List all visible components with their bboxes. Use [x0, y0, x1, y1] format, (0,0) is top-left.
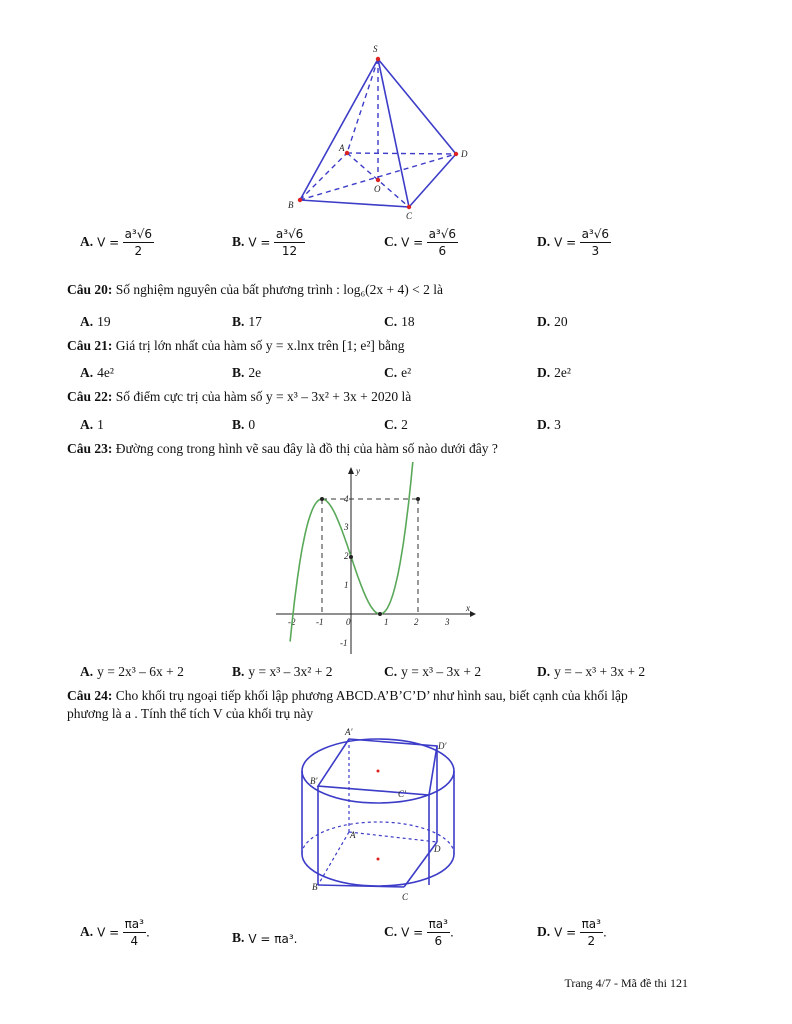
q21-option-a[interactable]: A. 4e² — [80, 365, 114, 380]
tick-y-3: 3 — [344, 522, 349, 532]
cyl-label-b1: B′ — [310, 776, 318, 786]
cyl-label-a1: A′ — [345, 727, 353, 737]
q19-option-b[interactable]: B. V = $\frac{\text{a³√6}}{12}$ — [232, 227, 304, 258]
tick-x-neg2: -2 — [288, 617, 296, 627]
cyl-label-d1: D′ — [438, 741, 447, 751]
q20-option-a[interactable]: A. 19 — [80, 314, 111, 329]
cyl-label-c: C — [402, 892, 409, 902]
q23-option-c[interactable]: C. y = x³ – 3x + 2 — [384, 664, 482, 679]
pyramid-label-a: A — [339, 143, 345, 153]
pyramid-figure — [280, 40, 480, 220]
q20-question: Câu 20: Số nghiệm nguyên của bất phương trình : log₆(2x + 4) < 2 là — [67, 282, 443, 297]
cyl-label-c1: C′ — [398, 789, 406, 799]
q24-option-c[interactable]: C. V = $\frac{\text{πa³}}{6}$ . — [384, 917, 454, 948]
page-footer: Trang 4/7 - Mã đề thi 121 — [564, 976, 688, 990]
cyl-label-a: A — [350, 830, 356, 840]
tick-x-2: 2 — [414, 617, 419, 627]
tick-x-0: 0 — [346, 617, 351, 627]
tick-y-neg1: -1 — [340, 638, 348, 648]
pyramid-label-b: B — [288, 200, 294, 210]
q24-option-a[interactable]: A. V = $\frac{\text{πa³}}{4}$ . — [80, 917, 150, 948]
q24-option-b[interactable]: B. V = πa³. — [232, 930, 298, 946]
q24-question-line1: Câu 24: Cho khối trụ ngoại tiếp khối lập phương ABCD.A’B’C’D’ như hình sau, biết cạnh của khối lập — [67, 688, 628, 703]
q23-option-b[interactable]: B. y = x³ – 3x² + 2 — [232, 664, 333, 679]
q22-option-b[interactable]: B. 0 — [232, 417, 256, 432]
q19-option-d[interactable]: D. V = $\frac{\text{a³√6}}{3}$ — [537, 227, 610, 258]
q23-option-a[interactable]: A. y = 2x³ – 6x + 2 — [80, 664, 184, 679]
cylinder-figure — [292, 724, 467, 906]
q20-option-b[interactable]: B. 17 — [232, 314, 262, 329]
q24-option-d[interactable]: D. V = $\frac{\text{πa³}}{2}$ . — [537, 917, 607, 948]
q22-option-c[interactable]: C. 2 — [384, 417, 408, 432]
q23-question: Câu 23: Đường cong trong hình vẽ sau đây là đồ thị của hàm số nào dưới đây ? — [67, 441, 498, 456]
tick-x-neg1: -1 — [316, 617, 324, 627]
q19-option-a[interactable]: A. V = $\frac{\text{a³√6}}{2}$ — [80, 227, 153, 258]
q19-option-c[interactable]: C. V = $\frac{\text{a³√6}}{6}$ — [384, 227, 457, 258]
cubic-graph — [270, 462, 480, 658]
tick-y-4: 4 — [344, 494, 349, 504]
pyramid-label-c: C — [406, 211, 413, 220]
q22-option-d[interactable]: D. 3 — [537, 417, 561, 432]
q20-option-c[interactable]: C. 18 — [384, 314, 415, 329]
q24-question-line2: phương là a . Tính thể tích V của khối trụ này — [67, 706, 314, 721]
cyl-label-b: B — [312, 882, 318, 892]
pyramid-label-o: O — [374, 184, 381, 194]
pyramid-label-d: D — [461, 149, 468, 159]
tick-x-1: 1 — [384, 617, 389, 627]
q21-option-d[interactable]: D. 2e² — [537, 365, 571, 380]
q21-question: Câu 21: Giá trị lớn nhất của hàm số y = x.lnx trên [1; e²] bằng — [67, 338, 405, 353]
q22-option-a[interactable]: A. 1 — [80, 417, 104, 432]
pyramid-label-s: S — [373, 44, 378, 54]
graph-x-label: x — [466, 603, 470, 613]
q21-option-b[interactable]: B. 2e — [232, 365, 262, 380]
tick-x-3: 3 — [445, 617, 450, 627]
cyl-label-d: D — [434, 844, 441, 854]
q20-option-d[interactable]: D. 20 — [537, 314, 568, 329]
q22-question: Câu 22: Số điểm cực trị của hàm số y = x³ – 3x² + 3x + 2020 là — [67, 389, 412, 404]
cubic-curve — [290, 462, 417, 642]
tick-y-1: 1 — [344, 580, 349, 590]
tick-y-2: 2 — [344, 551, 349, 561]
graph-y-label: y — [356, 466, 360, 476]
q21-option-c[interactable]: C. e² — [384, 365, 412, 380]
q23-option-d[interactable]: D. y = – x³ + 3x + 2 — [537, 664, 646, 679]
